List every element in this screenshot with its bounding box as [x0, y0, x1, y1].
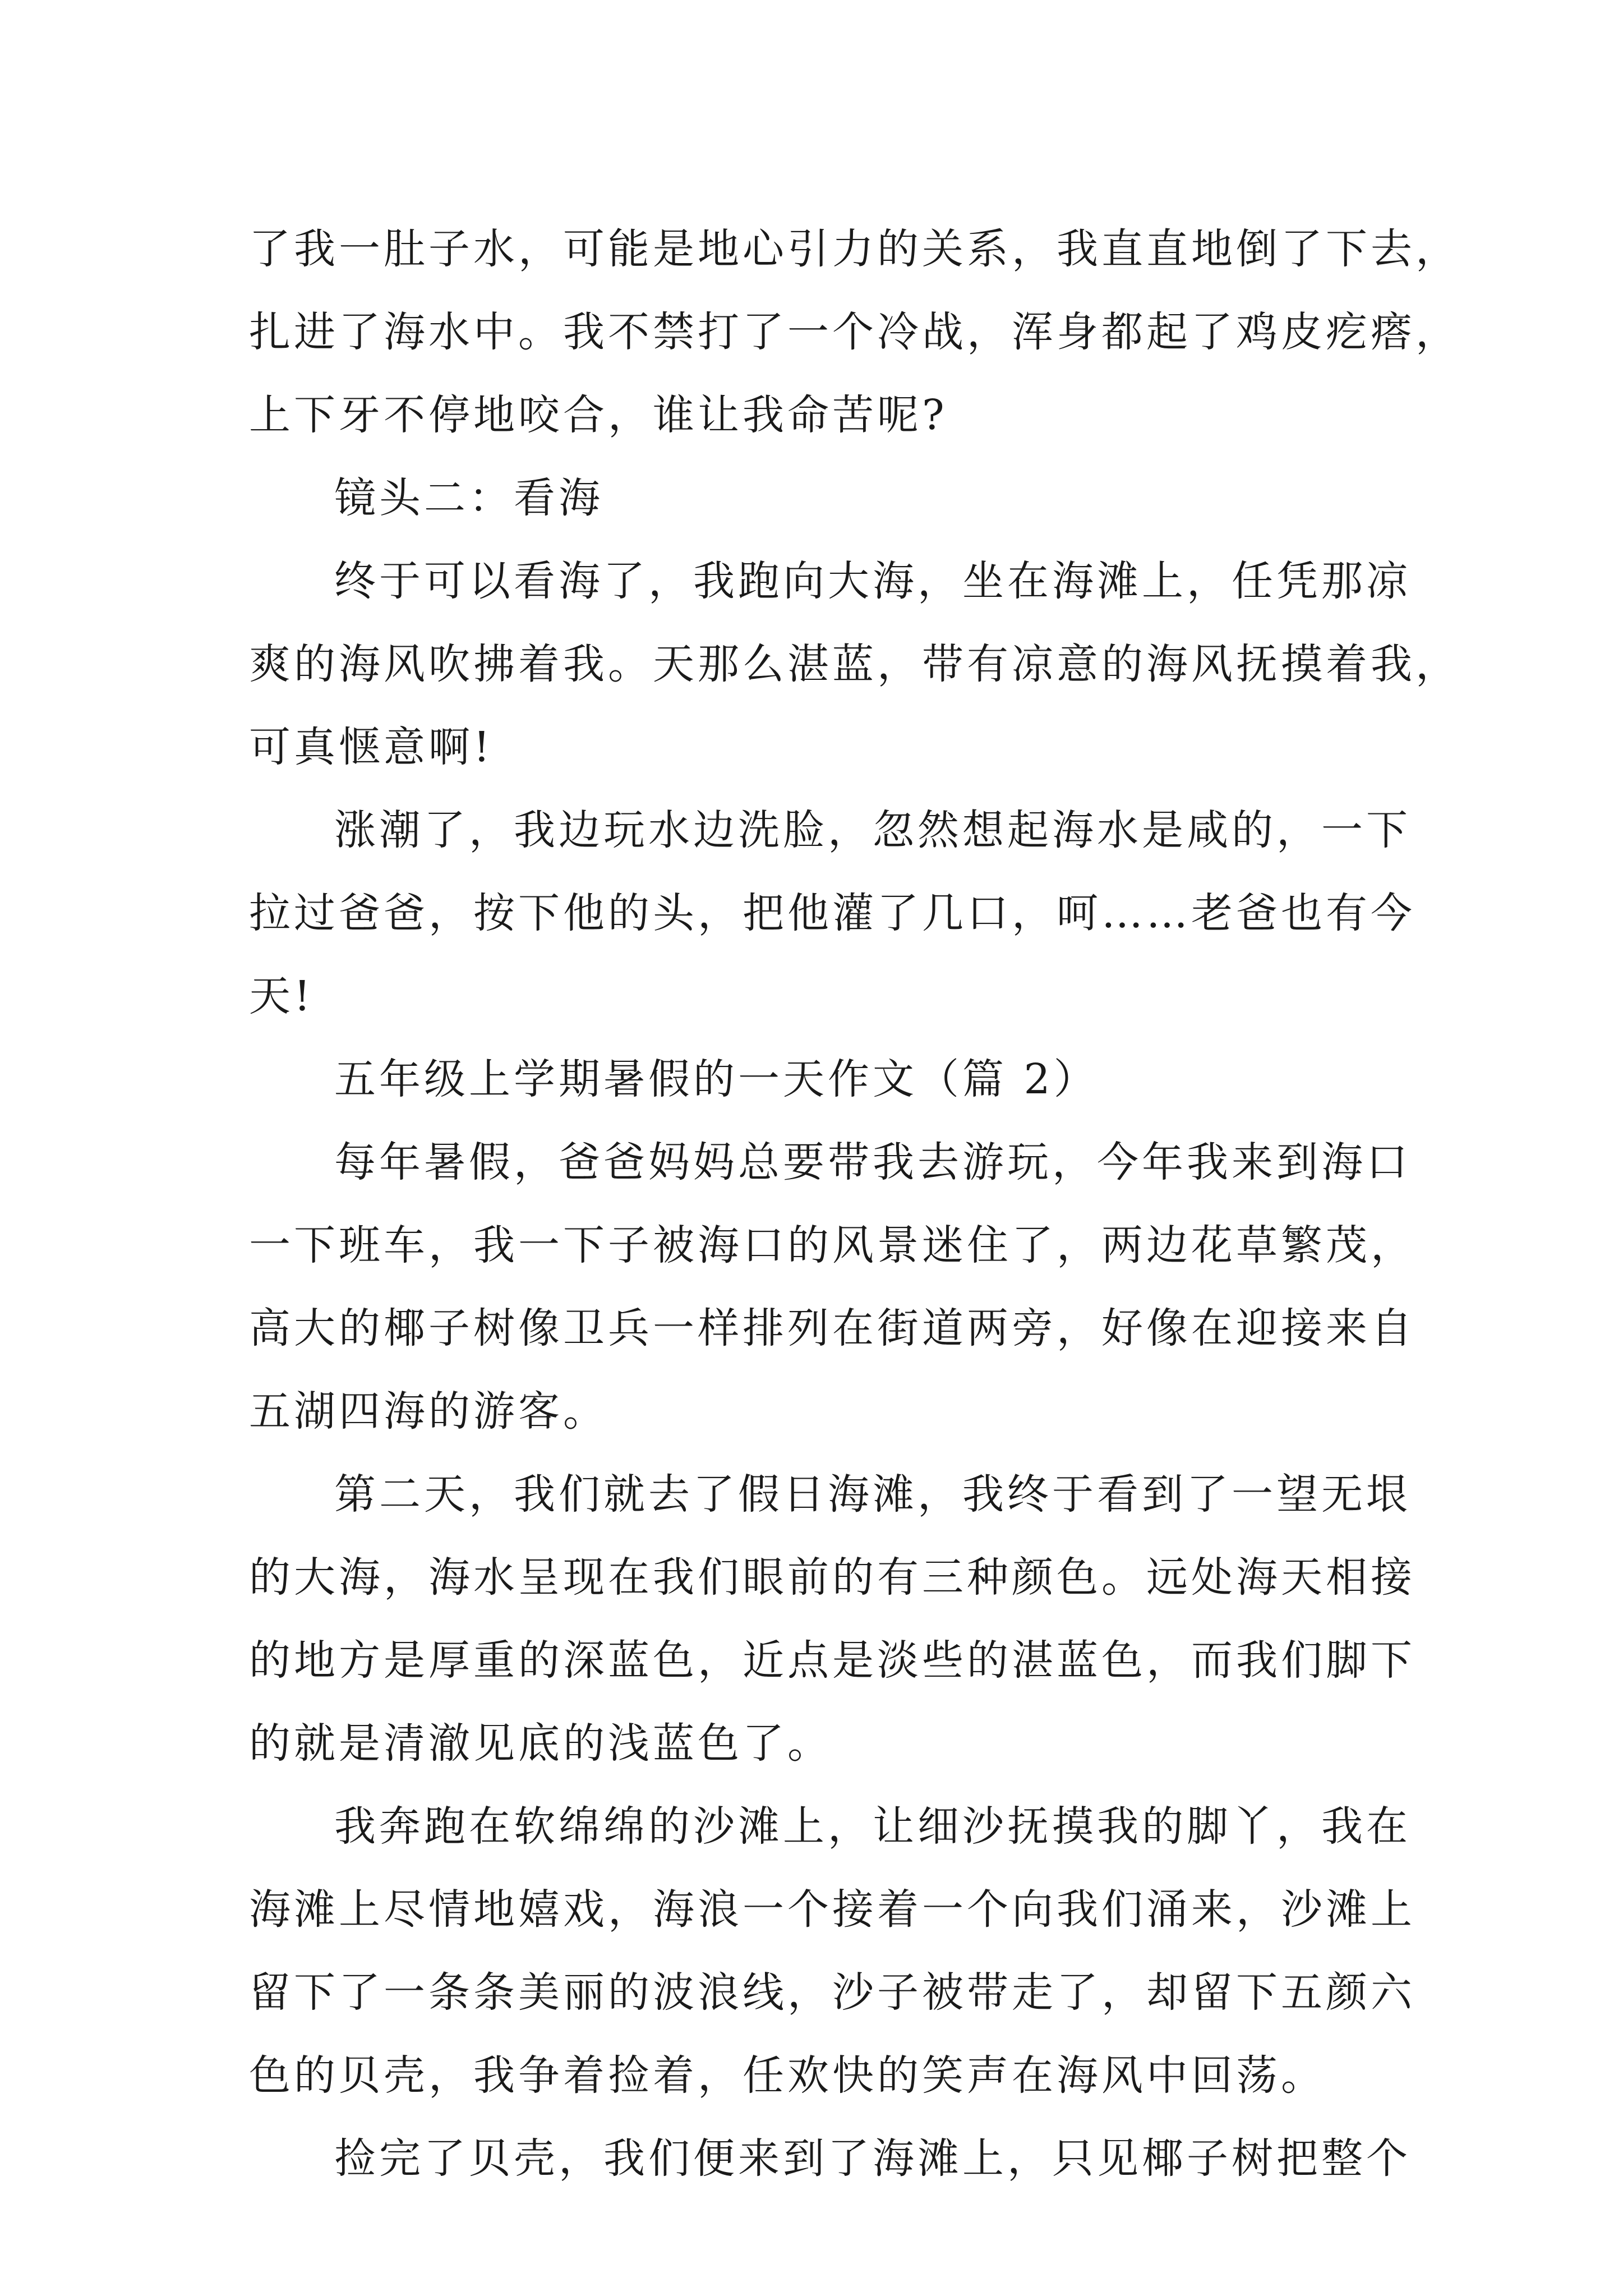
- text-line: 一下班车，我一下子被海口的风景迷住了，两边花草繁茂，: [249, 1221, 1415, 1269]
- text-line: 涨潮了，我边玩水边洗脸，忽然想起海水是咸的，一下: [334, 806, 1411, 854]
- text-line: 五湖四海的游客。: [249, 1387, 608, 1435]
- text-line: 的大海，海水呈现在我们眼前的有三种颜色。远处海天相接: [249, 1553, 1415, 1602]
- text-line: 扎进了海水中。我不禁打了一个冷战，浑身都起了鸡皮疙瘩，: [249, 308, 1460, 356]
- text-line: 海滩上尽情地嬉戏，海浪一个接着一个向我们涌来，沙滩上: [249, 1885, 1415, 1934]
- text-line: 的就是清澈见底的浅蓝色了。: [249, 1719, 832, 1768]
- text-line: 捡完了贝壳，我们便来到了海滩上，只见椰子树把整个: [334, 2134, 1411, 2183]
- text-line: 留下了一条条美丽的波浪线，沙子被带走了，却留下五颜六: [249, 1968, 1415, 2017]
- text-line: 我奔跑在软绵绵的沙滩上，让细沙抚摸我的脚丫，我在: [334, 1802, 1411, 1851]
- text-line: 五年级上学期暑假的一天作文（篇 2）: [334, 1055, 1099, 1103]
- text-line: 每年暑假，爸爸妈妈总要带我去游玩，今年我来到海口: [334, 1138, 1411, 1186]
- text-line: 上下牙不停地咬合，谁让我命苦呢?: [249, 391, 948, 439]
- text-line: 第二天，我们就去了假日海滩，我终于看到了一望无垠: [334, 1470, 1411, 1519]
- essay-body: [249, 208, 1460, 2200]
- text-line: 天!: [249, 972, 314, 1020]
- text-line: 爽的海风吹拂着我。天那么湛蓝，带有凉意的海风抚摸着我，: [249, 640, 1460, 688]
- text-line: 的地方是厚重的深蓝色，近点是淡些的湛蓝色，而我们脚下: [249, 1636, 1415, 1685]
- text-line: 色的贝壳，我争着捡着，任欢快的笑声在海风中回荡。: [249, 2051, 1326, 2100]
- text-line: 镜头二：看海: [334, 474, 603, 522]
- text-line: 高大的椰子树像卫兵一样排列在街道两旁，好像在迎接来自: [249, 1304, 1415, 1352]
- text-line: 终于可以看海了，我跑向大海，坐在海滩上，任凭那凉: [334, 557, 1411, 605]
- text-line: 拉过爸爸，按下他的头，把他灌了几口，呵……老爸也有今: [249, 889, 1415, 937]
- text-line: 可真惬意啊!: [249, 723, 494, 771]
- text-line: 了我一肚子水，可能是地心引力的关系，我直直地倒了下去，: [249, 225, 1460, 273]
